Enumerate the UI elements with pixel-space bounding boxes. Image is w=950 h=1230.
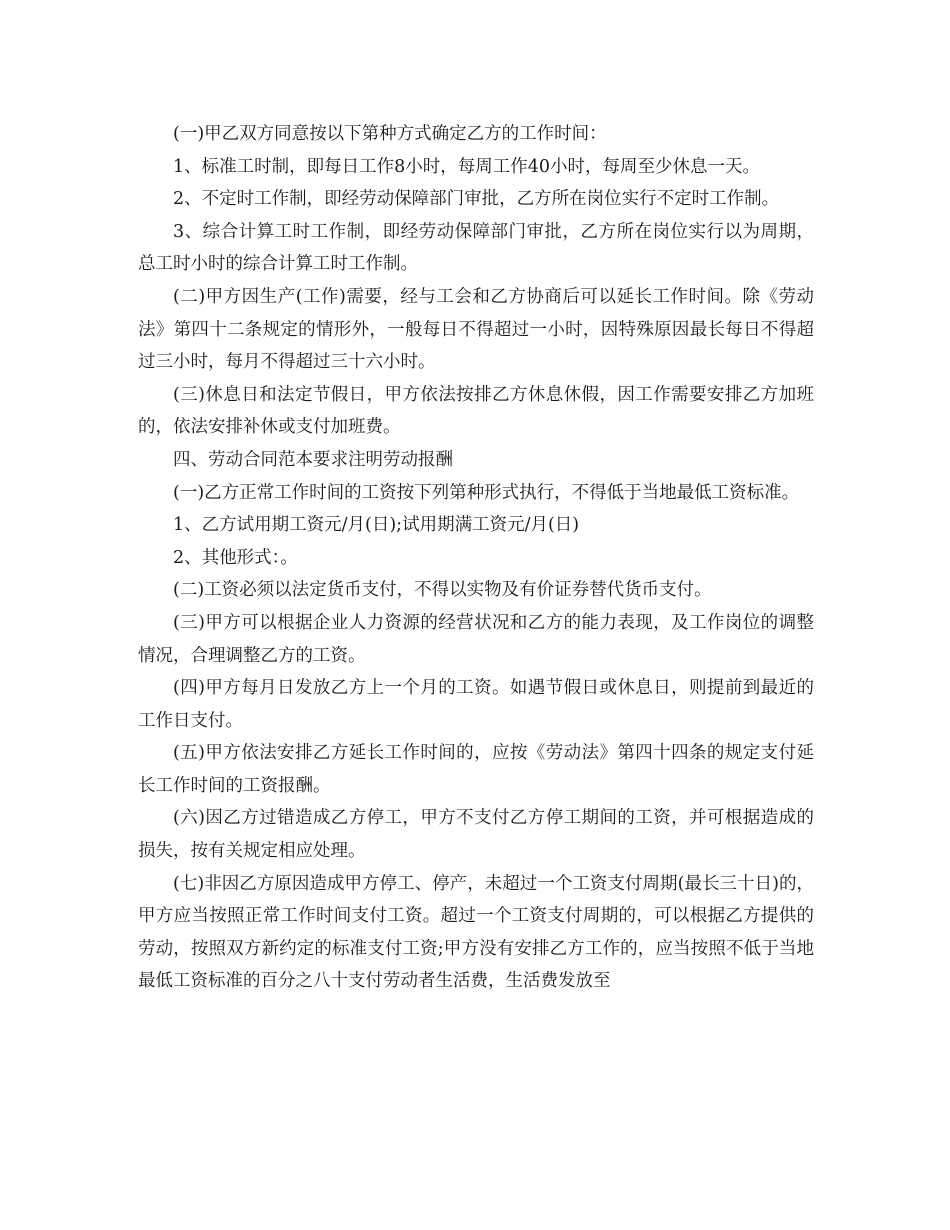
- paragraph-other-form: 2、其他形式：。: [173, 547, 298, 568]
- paragraph-pay-day: (四)甲方每月日发放乙方上一个月的工资。如遇节假日或休息日，则提前到最近的 工作日支付。: [138, 678, 814, 731]
- paragraph-legal-currency: (二)工资必须以法定货币支付，不得以实物及有价证券替代货币支付。: [173, 580, 712, 601]
- paragraph-wage-form: (一)乙方正常工作时间的工资按下列第种形式执行，不得低于当地最低工资标准。: [173, 482, 800, 503]
- paragraph-flexible-hours: 2、不定时工作制，即经劳动保障部门审批，乙方所在岗位实行不定时工作制。: [173, 189, 780, 210]
- paragraph-work-stoppage: (七)非因乙方原因造成甲方停工、停产，未超过一个工资支付周期(最长三十日)的，甲方应当按照正常工作时间支付工资。超过一个工资支付周期的，可以根据乙方提供的劳动，按照双方新约定的标准支付工资;甲方没有安排乙方工作的，应当按照不低于当地最低工资标准的百分之八十支付劳动者生活费，生活费发放至: [138, 873, 814, 992]
- paragraph-holidays: (三)休息日和法定节假日，甲方依法按排乙方休息休假，因工作需要安排乙方加班的，依法安排补休或支付加班费。: [138, 384, 814, 438]
- paragraph-wage-adjustment: (三)甲方可以根据企业人力资源的经营状况和乙方的能力表现，及工作岗位的调整情况，合理调整乙方的工资。: [138, 612, 814, 666]
- document-body: [138, 118, 814, 998]
- paragraph-employee-fault: (六)因乙方过错造成乙方停工，甲方不支付乙方停工期间的工资，并可根据造成的损失，按有关规定相应处理。: [138, 808, 814, 862]
- paragraph-work-time-intro: (一)甲乙双方同意按以下第种方式确定乙方的工作时间：: [173, 124, 607, 144]
- paragraph-overtime-extension: (二)甲方因生产(工作)需要，经与工会和乙方协商后可以延长工作时间。除《劳动法》第四十二条规定的情形外，一般每日不得超过一小时，因特殊原因最长每日不得超过三小时，每月不得超过三十六小时。: [138, 286, 814, 373]
- paragraph-comprehensive-hours: 3、综合计算工时工作制，即经劳动保障部门审批，乙方所在岗位实行以为周期，总工时小时的综合计算工时工作制。: [138, 221, 814, 275]
- paragraph-probation-wage: 1、乙方试用期工资元/月(日);试用期满工资元/月(日): [173, 515, 580, 536]
- paragraph-standard-hours: 1、标准工时制，即每日工作8小时，每周工作40小时，每周至少休息一天。: [173, 156, 761, 177]
- paragraph-overtime-pay: (五)甲方依法安排乙方延长工作时间的，应按《劳动法》第四十四条的规定支付延长工作时间的工资报酬。: [138, 743, 814, 796]
- section-heading-remuneration: 四、劳动合同范本要求注明劳动报酬: [173, 449, 453, 470]
